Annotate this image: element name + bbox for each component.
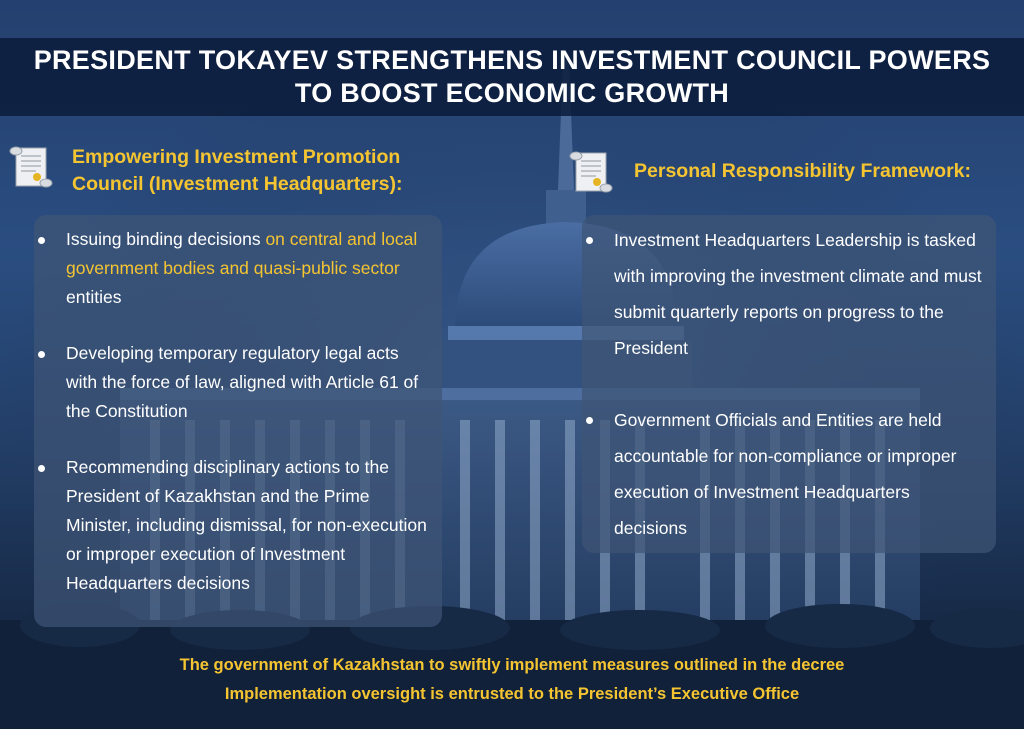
left-heading-line-2: Council (Investment Headquarters): [72, 173, 403, 195]
bullet [586, 417, 593, 424]
left-list [34, 215, 442, 598]
list-item: Investment Headquarters Leadership is tasked with improving the investment climate and must submit quarterly reports on progress to the President [582, 222, 986, 366]
bullet [586, 237, 593, 244]
left-section-heading [72, 144, 402, 198]
list-item: Issuing binding decisions on central and local government bodies and quasi-public sector entities [34, 225, 434, 312]
scroll-icon [6, 142, 56, 192]
page-title [0, 44, 1024, 110]
right-panel [582, 215, 996, 553]
title-line-1: PRESIDENT TOKAYEV STRENGTHENS INVESTMENT COUNCIL POWERS [33, 45, 991, 75]
right-section-heading: Personal Responsibility Framework: [634, 160, 972, 182]
list-item: Recommending disciplinary actions to the President of Kazakhstan and the Prime Minister, including dismissal, for non-execution or improper execution of Investment Headquarters decisions [34, 453, 434, 598]
scroll-icon [566, 147, 616, 197]
left-panel [34, 215, 442, 627]
footer-line-1: The government of Kazakhstan to swiftly implement measures outlined in the decree [179, 656, 845, 674]
list-item: Developing temporary regulatory legal acts with the force of law, aligned with Article 61 of the Constitution [34, 339, 434, 426]
bullet [38, 237, 45, 244]
left-heading-line-1: Empowering Investment Promotion [72, 146, 401, 168]
right-list [582, 215, 996, 546]
highlight-text: on central and local government bodies and quasi-public sector [66, 229, 418, 278]
footer-note [0, 651, 1024, 709]
footer-line-2: Implementation oversight is entrusted to the President’s Executive Office [224, 685, 800, 703]
list-item: Government Officials and Entities are held accountable for non-compliance or improper execution of Investment Headquarters decisions [582, 402, 986, 546]
title-line-2: TO BOOST ECONOMIC GROWTH [294, 78, 730, 108]
bullet [38, 351, 45, 358]
bullet [38, 465, 45, 472]
